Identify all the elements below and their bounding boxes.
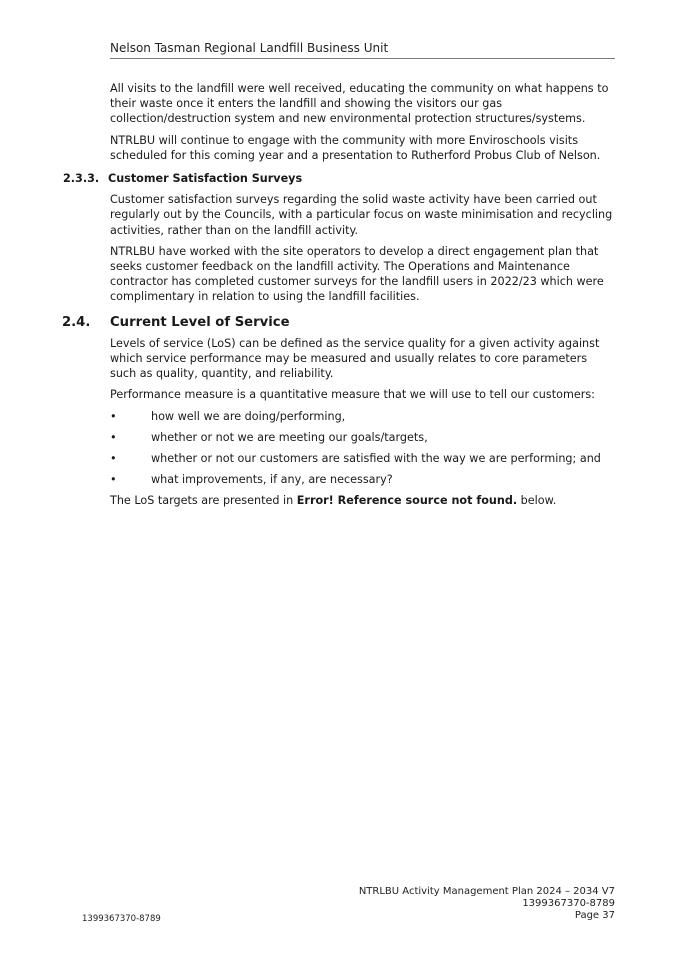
footer-page-number: Page 37 (574, 910, 615, 921)
page-footer (359, 886, 615, 922)
section-heading-2-4 (62, 315, 615, 330)
section-heading-2-3-3 (63, 171, 615, 186)
list-item (110, 430, 615, 445)
footer-left-doc-id: 1399367370-8789 (82, 914, 161, 924)
list-item (110, 472, 615, 487)
paragraph: NTRLBU have worked with the site operators to develop a direct engagement plan that seeks customer feedback on the landfill activity. The Operations and Maintenance contractor has completed customer surveys for the landfill users in 2022/23 which were complimentary in relation to using the landfill facilities. (110, 244, 604, 304)
reference-text: The LoS targets are presented in (110, 494, 297, 508)
bullet-icon: • (110, 430, 117, 444)
list-item (110, 451, 615, 466)
bullet-icon: • (110, 452, 117, 466)
paragraph: Performance measure is a quantitative measure that we will use to tell our customers: (110, 388, 595, 402)
list-item (110, 409, 615, 424)
paragraph: Customer satisfaction surveys regarding the solid waste activity have been carried out regularly out by the Councils, with a particular focus on waste minimisation and recycling activities, rather than on the landfill activity. (110, 193, 613, 237)
section-title: Customer Satisfaction Surveys (108, 172, 303, 186)
bullet-icon: • (110, 409, 117, 423)
paragraph: NTRLBU will continue to engage with the community with more Enviroschools visits scheduled for this coming year and a presentation to Rutherford Probus Club of Nelson. (110, 133, 601, 162)
list-item-text: what improvements, if any, are necessary? (151, 473, 393, 487)
paragraph: All visits to the landfill were well received, educating the community on what happens to their waste once it enters the landfill and showing the visitors our gas collection/destruction system and new environmental protection structures/systems. (110, 82, 609, 126)
reference-text-end: below. (517, 494, 557, 508)
page-header: Nelson Tasman Regional Landfill Business Unit (110, 41, 615, 59)
list-item-text: how well we are doing/performing, (151, 409, 346, 423)
section-number: 2.3.3. (63, 172, 100, 186)
page-content (62, 81, 615, 515)
footer-plan-title: NTRLBU Activity Management Plan 2024 – 2034 V7 (358, 886, 615, 897)
list-item-text: whether or not we are meeting our goals/targets, (151, 430, 428, 444)
footer-doc-id: 1399367370-8789 (522, 898, 615, 909)
bullet-list (110, 409, 615, 488)
section-title: Current Level of Service (110, 314, 290, 330)
paragraph-reference (110, 493, 615, 508)
section-number: 2.4. (62, 314, 91, 330)
list-item-text: whether or not our customers are satisfied with the way we are performing; and (151, 452, 601, 466)
paragraph: Levels of service (LoS) can be defined as the service quality for a given activity against which service performance may be measured and usually relates to core parameters such as quality, quantity, and reliability. (110, 336, 600, 381)
reference-error: Error! Reference source not found. (296, 494, 518, 508)
bullet-icon: • (110, 473, 117, 487)
